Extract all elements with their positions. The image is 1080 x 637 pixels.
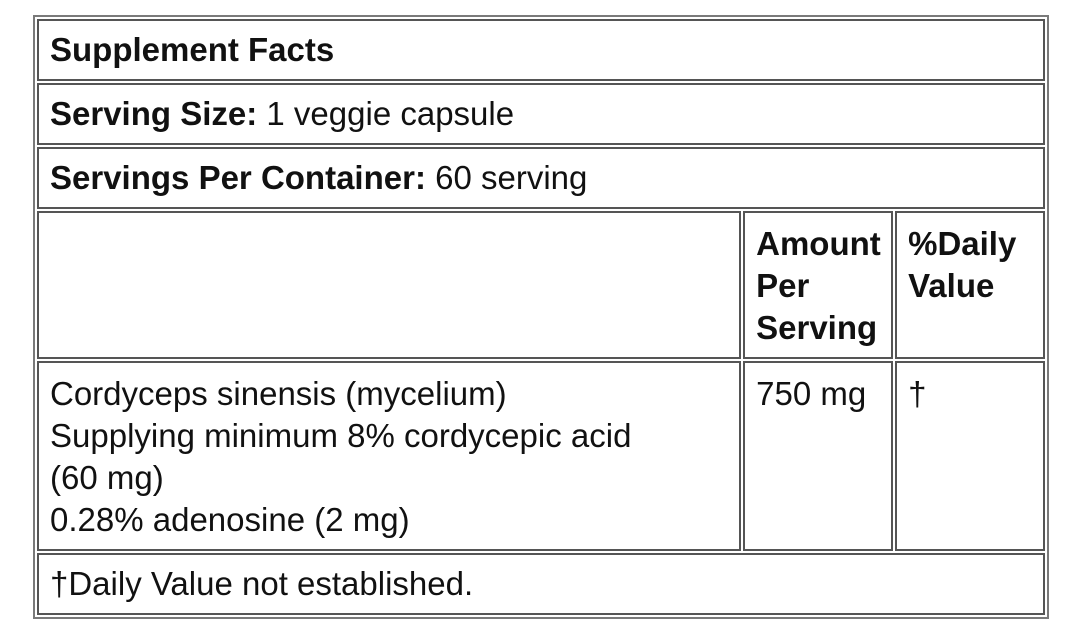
daily-value-header — [895, 211, 1045, 359]
serving-size-cell — [37, 83, 1045, 145]
serving-size-row — [37, 83, 1045, 145]
daily-value-header-line: %Daily — [908, 225, 1017, 262]
ingredient-name-line: Cordyceps sinensis (mycelium) — [50, 375, 507, 412]
footnote-row — [37, 553, 1045, 615]
amount-header-line: Serving — [756, 309, 878, 346]
ingredient-daily-value: † — [895, 361, 1045, 551]
daily-value-header-line: Value — [908, 267, 995, 304]
servings-per-container-row — [37, 147, 1045, 209]
servings-per-container-cell — [37, 147, 1045, 209]
serving-size-label: Serving Size: — [50, 95, 258, 132]
ingredient-name-cell — [37, 361, 741, 551]
column-header-row — [37, 211, 1045, 359]
servings-per-container-label: Servings Per Container: — [50, 159, 426, 196]
amount-header-line: Amount — [756, 225, 881, 262]
ingredient-name-line: (60 mg) — [50, 459, 164, 496]
footnote: †Daily Value not established. — [37, 553, 1045, 615]
ingredient-row — [37, 361, 1045, 551]
title-row — [37, 19, 1045, 81]
supplement-facts-title: Supplement Facts — [37, 19, 1045, 81]
amount-header-line: Per — [756, 267, 810, 304]
amount-per-serving-header — [743, 211, 893, 359]
ingredient-name-line: Supplying minimum 8% cordycepic acid — [50, 417, 632, 454]
ingredient-amount: 750 mg — [743, 361, 893, 551]
ingredient-name-line: 0.28% adenosine (2 mg) — [50, 501, 410, 538]
ingredient-header-cell — [37, 211, 741, 359]
serving-size-value: 1 veggie capsule — [257, 95, 515, 132]
supplement-facts-table — [33, 15, 1049, 619]
servings-per-container-value: 60 serving — [425, 159, 588, 196]
